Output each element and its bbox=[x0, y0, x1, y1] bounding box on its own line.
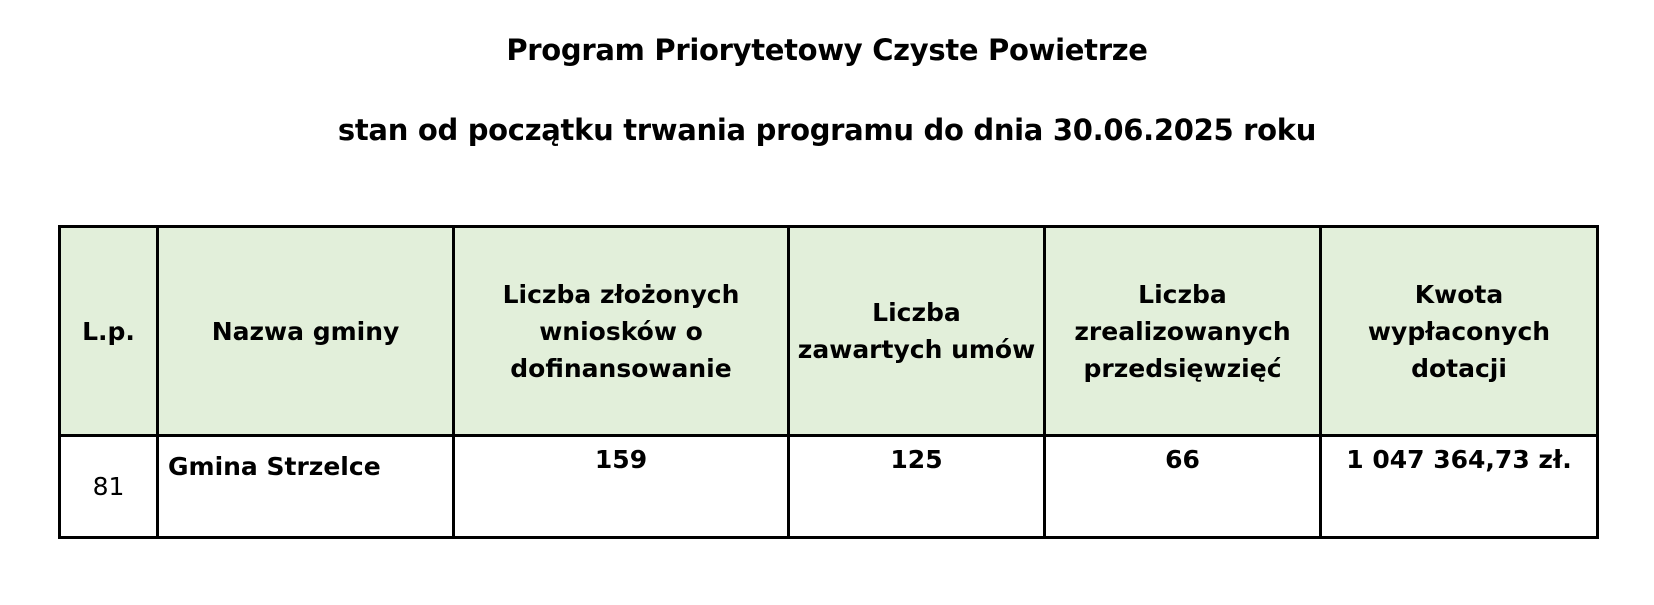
header-lp: L.p. bbox=[60, 227, 158, 436]
table-row bbox=[60, 436, 1598, 538]
cell-applications: 159 bbox=[454, 436, 789, 538]
header-municipality-name: Nazwa gminy bbox=[158, 227, 454, 436]
cell-municipality-name: Gmina Strzelce bbox=[158, 436, 454, 538]
document-subtitle: stan od początku trwania programu do dnia 30.06.2025 roku bbox=[337, 113, 1317, 147]
document-title: Program Priorytetowy Czyste Powietrze bbox=[506, 33, 1148, 67]
header-grant-amount: Kwota wypłaconych dotacji bbox=[1321, 227, 1598, 436]
data-table bbox=[58, 225, 1599, 539]
table-header bbox=[60, 227, 1598, 436]
cell-contracts: 125 bbox=[789, 436, 1045, 538]
header-contracts: Liczba zawartych umów bbox=[789, 227, 1045, 436]
header-completed-projects: Liczba zrealizowanych przedsięwzięć bbox=[1045, 227, 1321, 436]
header-row bbox=[60, 227, 1598, 436]
cell-lp: 81 bbox=[60, 436, 158, 538]
cell-completed-projects: 66 bbox=[1045, 436, 1321, 538]
cell-grant-amount: 1 047 364,73 zł. bbox=[1321, 436, 1598, 538]
header-applications: Liczba złożonych wniosków o dofinansowanie bbox=[454, 227, 789, 436]
table-body bbox=[60, 436, 1598, 538]
